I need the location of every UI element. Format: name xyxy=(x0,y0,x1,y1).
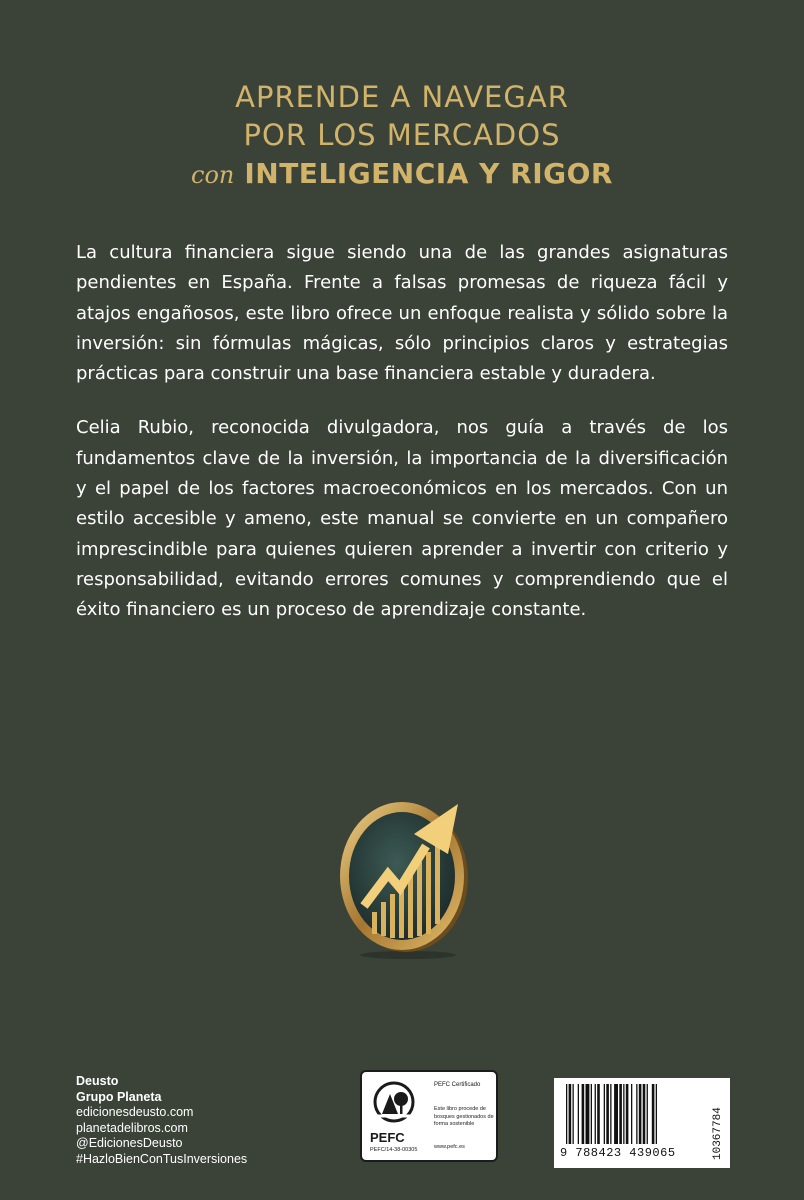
blurb-paragraph-1: La cultura financiera sigue siendo una de las grandes asignaturas pendientes en España. Frente a falsas promesas de riqueza fácil y atajos engañosos, este libro ofrece un enfoque realista y sólido sobre la inversión: sin fórmulas mágicas, sólo principios claros y estrategias prácticas para construir una base financiera estable y duradera. xyxy=(76,242,728,385)
blurb-paragraph-2: Celia Rubio, reconocida divulgadora, nos guía a través de los fundamentos clave de la inversión, la importancia de la diversificación y el papel de los factores macroeconómicos en los mercados. Con un estilo accesible y ameno, este manual se convierte en un compañero imprescindible para quienes quieren aprender a invertir con criterio y responsabilidad, evitando errores comunes y comprendiendo que el éxito financiero es un proceso de aprendizaje constante. xyxy=(76,417,728,621)
isbn-barcode xyxy=(554,1078,730,1168)
pefc-code: PEFC/14-38-00305 xyxy=(370,1147,418,1153)
pefc-url: www.pefc.es xyxy=(434,1144,465,1150)
pefc-certified: PEFC Certificado xyxy=(434,1082,481,1088)
headline-line-3 xyxy=(0,154,804,194)
publisher-site-2: planetadelibros.com xyxy=(76,1120,188,1135)
pefc-word: PEFC xyxy=(370,1130,405,1145)
barcode-bars xyxy=(564,1084,704,1144)
pefc-certification-label xyxy=(360,1070,498,1162)
publisher-site-1: edicionesdeusto.com xyxy=(76,1105,194,1120)
publisher-handle: @EdicionesDeusto xyxy=(76,1136,183,1151)
gold-coin-rising-arrow-icon xyxy=(330,790,485,960)
headline-emphasis: INTELIGENCIA Y RIGOR xyxy=(244,157,613,190)
pefc-note: Este libro procede de bosques gestionados de forma sostenible xyxy=(434,1106,494,1127)
headline-script-word: con xyxy=(191,161,235,189)
publisher-group: Grupo Planeta xyxy=(76,1089,162,1104)
pefc-tree-logo-icon xyxy=(370,1080,418,1132)
headline-line-2: POR LOS MERCADOS xyxy=(243,118,561,152)
internal-reference-number: 10367784 xyxy=(712,1107,724,1160)
headline-line-1: APRENDE A NAVEGAR xyxy=(235,80,569,114)
publisher-info xyxy=(76,1074,247,1168)
publisher-hashtag: #HazloBienConTusInversiones xyxy=(76,1151,248,1166)
blurb xyxy=(76,238,728,650)
isbn-number: 9 788423 439065 xyxy=(560,1146,676,1160)
back-cover-headline xyxy=(0,78,804,194)
publisher-name: Deusto xyxy=(76,1074,119,1088)
